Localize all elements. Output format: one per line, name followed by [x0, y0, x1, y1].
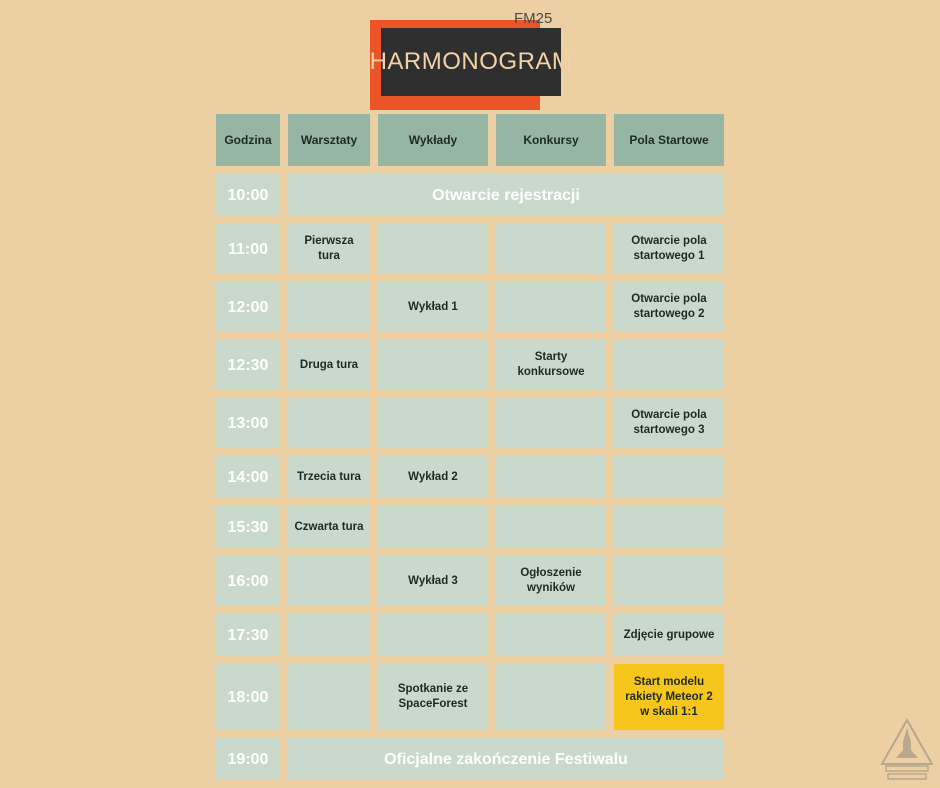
time-cell: 16:00: [216, 556, 280, 606]
lectures-cell: [378, 224, 488, 274]
launch-cell: [614, 456, 724, 498]
lectures-cell: [378, 506, 488, 548]
workshops-cell: [288, 664, 370, 730]
contests-cell: Starty konkursowe: [496, 340, 606, 390]
time-cell: 13:00: [216, 398, 280, 448]
contests-cell: [496, 282, 606, 332]
header-contests: Konkursy: [496, 114, 606, 166]
time-cell: 10:00: [216, 174, 280, 216]
launch-cell: [614, 556, 724, 606]
workshops-cell: Trzecia tura: [288, 456, 370, 498]
workshops-cell: Czwarta tura: [288, 506, 370, 548]
time-cell: 12:00: [216, 282, 280, 332]
header-launch: Pola Startowe: [614, 114, 724, 166]
page-title: HARMONOGRAM: [381, 28, 561, 96]
time-cell: 18:00: [216, 664, 280, 730]
workshops-cell: [288, 398, 370, 448]
time-cell: 12:30: [216, 340, 280, 390]
contests-cell: [496, 456, 606, 498]
contests-cell: [496, 224, 606, 274]
workshops-cell: [288, 282, 370, 332]
time-cell: 14:00: [216, 456, 280, 498]
launch-cell: [614, 506, 724, 548]
contests-cell: Ogłoszenie wyników: [496, 556, 606, 606]
launch-cell-highlighted: Start modelu rakiety Meteor 2 w skali 1:1: [614, 664, 724, 730]
span-event-cell: Oficjalne zakończenie Festiwalu: [288, 738, 724, 780]
header-workshops: Warsztaty: [288, 114, 370, 166]
header-lectures: Wykłady: [378, 114, 488, 166]
lectures-cell: Wykład 1: [378, 282, 488, 332]
workshops-cell: [288, 556, 370, 606]
lectures-cell: Spotkanie ze SpaceForest: [378, 664, 488, 730]
workshops-cell: Druga tura: [288, 340, 370, 390]
header-time: Godzina: [216, 114, 280, 166]
title-block: [369, 10, 573, 112]
launch-cell: Zdjęcie grupowe: [614, 614, 724, 656]
time-cell: 11:00: [216, 224, 280, 274]
contests-cell: [496, 398, 606, 448]
contests-cell: [496, 506, 606, 548]
contests-cell: [496, 664, 606, 730]
contests-cell: [496, 614, 606, 656]
time-cell: 15:30: [216, 506, 280, 548]
launch-cell: Otwarcie pola startowego 3: [614, 398, 724, 448]
launch-cell: [614, 340, 724, 390]
time-cell: 19:00: [216, 738, 280, 780]
launch-cell: Otwarcie pola startowego 1: [614, 224, 724, 274]
lectures-cell: [378, 340, 488, 390]
workshops-cell: Pierwsza tura: [288, 224, 370, 274]
lectures-cell: Wykład 3: [378, 556, 488, 606]
time-cell: 17:30: [216, 614, 280, 656]
event-code: FM25: [514, 10, 553, 27]
rocket-logo-icon: [880, 718, 934, 782]
span-event-cell: Otwarcie rejestracji: [288, 174, 724, 216]
workshops-cell: [288, 614, 370, 656]
lectures-cell: [378, 398, 488, 448]
lectures-cell: Wykład 2: [378, 456, 488, 498]
lectures-cell: [378, 614, 488, 656]
launch-cell: Otwarcie pola startowego 2: [614, 282, 724, 332]
